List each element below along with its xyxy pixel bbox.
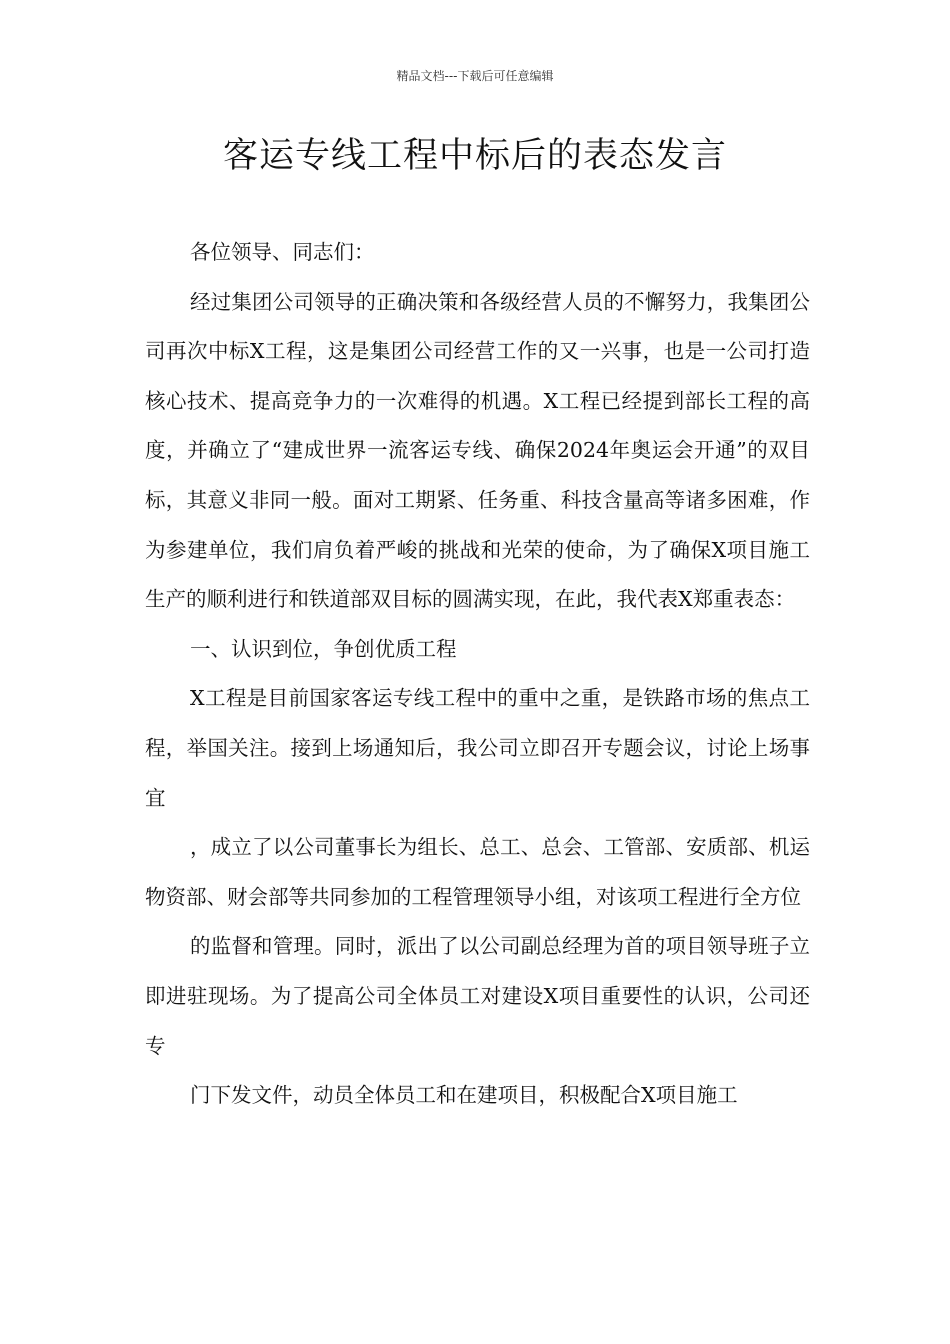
paragraph-section-1: X工程是目前国家客运专线工程中的重中之重，是铁路市场的焦点工程，举国关注。接到上场通知后，我公司立即召开专题会议，讨论上场事宜: [145, 686, 810, 810]
paragraph-supervision: 的监督和管理。同时，派出了以公司副总经理为首的项目领导班子立即进驻现场。为了提高公司全体员工对建设X项目重要性的认识，公司还专: [145, 934, 810, 1058]
document-title: 客运专线工程中标后的表态发言: [222, 136, 727, 176]
paragraph-intro: 经过集团公司领导的正确决策和各级经营人员的不懈努力，我集团公司再次中标X工程，这是集团公司经营工作的又一兴事，也是一公司打造核心技术、提高竞争力的一次难得的机遇。X工程已经提到部长工程的高度，并确立了“建成世界一流客运专线、确保2024年奥运会开通”的双目标，其意义非同一般。面对工期紧、任务重、科技含量高等诸多困难，作为参建单位，我们肩负着严峻的挑战和光荣的使命，为了确保X项目施工生产的顺利进行和铁道部双目标的圆满实现，在此，我代表X郑重表态：: [145, 289, 810, 612]
header-note: 精品文档---下载后可任意编辑: [396, 69, 554, 83]
document-body: [145, 228, 810, 1121]
paragraph-salutation: 各位领导、同志们：: [190, 240, 375, 264]
section-heading-1: 一、认识到位，争创优质工程: [190, 636, 457, 661]
paragraph-leadership-group: ，成立了以公司董事长为组长、总工、总会、工管部、安质部、机运物资部、财会部等共同参加的工程管理领导小组，对该项工程进行全方位: [145, 835, 810, 909]
paragraph-mobilization: 门下发文件，动员全体员工和在建项目，积极配合X项目施工: [190, 1083, 738, 1108]
